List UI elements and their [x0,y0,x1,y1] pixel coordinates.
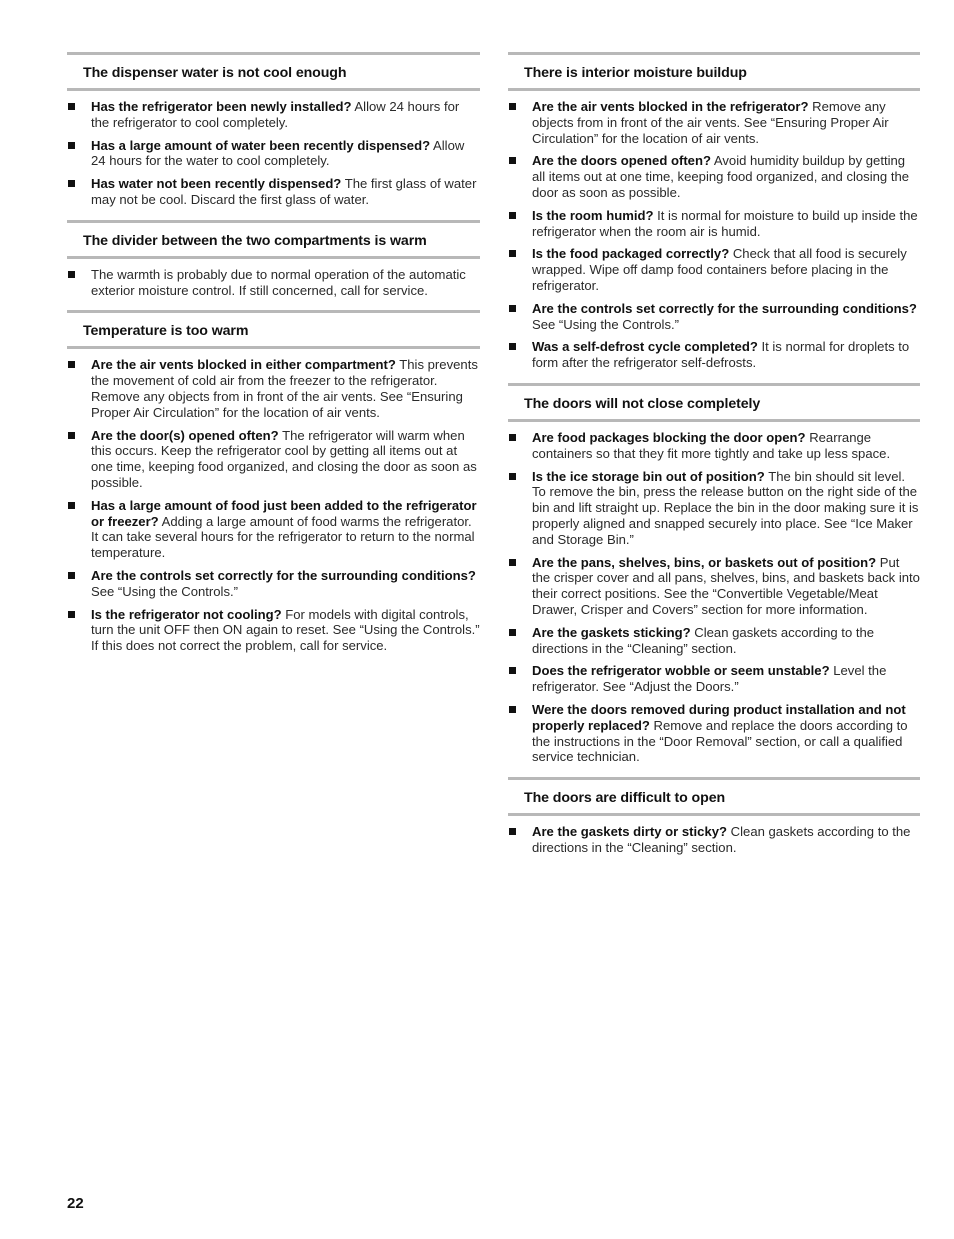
square-bullet-icon [68,142,75,149]
list-item [508,702,920,765]
section-header [67,310,480,349]
item-answer: This prevents the movement of cold air from the freezer to the refrigerator. Remove any objects from in front of the air vents. See “Ensuring Proper Air Circulation” for the location of air vents. [91,357,478,420]
square-bullet-icon [509,305,516,312]
item-question: Are the door(s) opened often? [91,427,279,443]
square-bullet-icon [509,706,516,713]
list-item [508,301,920,333]
item-answer: Allow 24 hours for the refrigerator to cool completely. [91,99,460,130]
square-bullet-icon [509,434,516,441]
list-item [67,267,480,299]
item-answer: The refrigerator will warm when this occurs. Keep the refrigerator cool by getting all items out at one time, keeping food organized, and closing the door as soon as possible. [91,427,477,490]
item-question: Are the air vents blocked in the refrigerator? [532,99,809,114]
list-item [508,246,920,293]
section-title: There is interior moisture buildup [524,65,747,81]
square-bullet-icon [68,502,75,509]
item-question: Has a large amount of food just been added to the refrigerator or freezer? [91,497,477,529]
square-bullet-icon [68,271,75,278]
item-question: Are the controls set correctly for the surrounding conditions? [91,567,476,583]
troubleshooting-section [67,310,480,654]
list-item [508,625,920,657]
list-item [508,469,920,548]
square-bullet-icon [68,432,75,439]
item-question: Is the room humid? [532,207,654,223]
section-title: The doors are difficult to open [524,790,726,807]
section-header [508,383,920,422]
troubleshooting-section [67,52,480,208]
section-title: The dispenser water is not cool enough [83,65,347,81]
item-answer: Put the crisper cover and all pans, shelves, bins, and baskets back into their correct positions. See the “Convertible Vegetable/Meat Drawer, Crisper and Covers” section for more information. [532,554,920,617]
item-question: Has water not been recently dispensed? [91,176,342,192]
item-question: Is the refrigerator not cooling? [91,606,282,622]
item-answer: It is normal for droplets to form after the refrigerator self-defrosts. [532,339,910,371]
right-column [508,52,920,868]
page-number: 22 [67,1195,84,1212]
list-item [67,99,480,131]
troubleshooting-section [508,52,920,371]
square-bullet-icon [509,343,516,350]
section-title: The doors will not close completely [524,395,761,412]
item-answer: Level the refrigerator. See “Adjust the Doors.” [532,663,887,695]
square-bullet-icon [509,157,516,164]
list-item [508,555,920,618]
section-title: The divider between the two compartments is warm [83,232,427,249]
item-answer: Clean gaskets according to the directions in the “Cleaning” section. [532,624,875,656]
item-list [508,824,920,856]
item-question: Has the refrigerator been newly installed? [91,99,352,114]
section-header [508,52,920,91]
item-question: Are the air vents blocked in either compartment? [91,357,396,373]
square-bullet-icon [68,180,75,187]
item-question: Is the ice storage bin out of position? [532,468,765,484]
item-question: Has a large amount of water been recently dispensed? [91,137,431,153]
item-question: Are the controls set correctly for the surrounding conditions? [532,300,917,316]
item-list [508,99,920,371]
item-answer: See “Using the Controls.” [532,316,680,332]
square-bullet-icon [68,572,75,579]
square-bullet-icon [68,103,75,110]
list-item [67,498,480,561]
square-bullet-icon [68,361,75,368]
item-answer: Avoid humidity buildup by getting all items out at one time, keeping food organized, and closing the door as soon as possible. [532,153,910,200]
list-item [67,176,480,208]
item-answer: Allow 24 hours for the water to cool completely. [91,137,465,169]
square-bullet-icon [509,250,516,257]
square-bullet-icon [509,212,516,219]
section-header [67,52,480,91]
troubleshooting-section [508,383,920,765]
item-question: Are food packages blocking the door open? [532,429,806,445]
square-bullet-icon [509,667,516,674]
list-item [67,357,480,420]
list-item [67,568,480,600]
item-answer: The warmth is probably due to normal operation of the automatic exterior moisture control. If still concerned, call for service. [91,266,466,298]
item-answer: Clean gaskets according to the directions in the “Cleaning” section. [532,824,911,855]
square-bullet-icon [509,473,516,480]
item-list [67,99,480,208]
item-answer: It is normal for moisture to build up inside the refrigerator when the room air is humid. [532,207,918,239]
troubleshooting-section [67,220,480,299]
square-bullet-icon [509,629,516,636]
item-question: Are the doors opened often? [532,153,711,169]
square-bullet-icon [68,611,75,618]
item-answer: For models with digital controls, turn the unit OFF then ON again to reset. See “Using the Controls.” If this does not correct the problem, call for service. [91,606,480,654]
item-answer: The first glass of water may not be cool. Discard the first glass of water. [91,176,477,207]
item-question: Does the refrigerator wobble or seem unstable? [532,663,830,679]
troubleshooting-section [508,777,920,856]
item-answer: The bin should sit level. To remove the bin, press the release button on the right side of the bin and lift straight up. Replace the bin in the door making sure it is properly aligned and snapped securely into place. See “Ice Maker and Storage Bin.” [532,468,919,547]
section-title: Temperature is too warm [83,323,249,340]
item-question: Is the food packaged correctly? [532,246,730,262]
item-question: Are the gaskets sticking? [532,624,691,640]
list-item [508,339,920,371]
item-question: Were the doors removed during product installation and not properly replaced? [532,701,906,733]
item-question: Are the gaskets dirty or sticky? [532,824,728,840]
item-answer: Adding a large amount of food warms the refrigerator. It can take several hours for the refrigerator to return to the normal temperature. [91,513,475,561]
square-bullet-icon [509,103,516,110]
list-item [508,153,920,200]
list-item [508,430,920,462]
list-item [67,428,480,491]
item-answer: Check that all food is securely wrapped. Wipe off damp food containers before placing in the refrigerator. [532,246,907,293]
item-answer: Rearrange containers so that they fit more tightly and take up less space. [532,429,891,461]
item-answer: Remove any objects from in front of the air vents. See “Ensuring Proper Air Circulation” for the location of air vents. [532,99,889,146]
item-answer: Remove and replace the doors according to the instructions in the “Door Removal” section, or call a qualified service technician. [532,717,908,765]
item-answer: See “Using the Controls.” [91,583,239,599]
list-item [508,208,920,240]
list-item [67,138,480,170]
item-list [67,357,480,654]
list-item [508,99,920,146]
section-header [508,777,920,816]
square-bullet-icon [509,828,516,835]
list-item [67,607,480,654]
list-item [508,663,920,695]
list-item [508,824,920,856]
item-list [508,430,920,765]
left-column [67,52,480,666]
item-question: Was a self-defrost cycle completed? [532,339,758,355]
square-bullet-icon [509,559,516,566]
section-header [67,220,480,259]
item-question: Are the pans, shelves, bins, or baskets out of position? [532,554,877,570]
item-list [67,267,480,299]
